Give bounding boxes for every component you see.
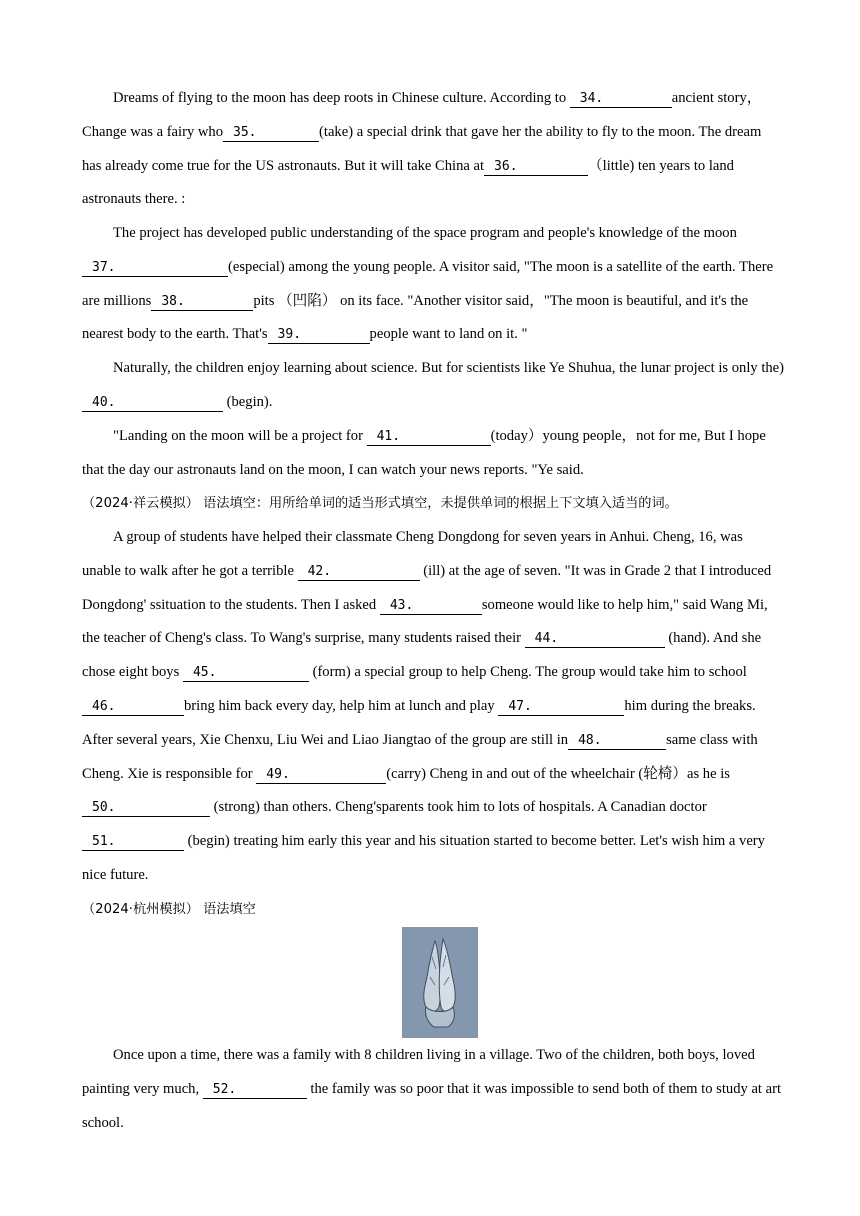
answer-blank-39[interactable]: 39. [268,327,370,344]
paragraph-moon-4 [82,420,784,488]
answer-blank-46[interactable]: 46. [82,699,184,716]
answer-blank-34[interactable]: 34. [570,91,672,108]
text: Once upon a time, there was a family with 8 children living in a village. Two of the children, both boys, loved painting very much, [82,1047,755,1097]
text: (hand). And she chose eight boys [82,630,762,681]
text: (ill) at the age of seven. "It was in Grade 2 that I introduced Dongdong' ssituation to the students. Then I asked [82,562,772,613]
answer-blank-52[interactable]: 52. [203,1082,307,1099]
answer-blank-43[interactable]: 43. [380,598,482,615]
text: same class with Cheng. Xie is responsible for [82,731,758,782]
text: (especial) among the young people. A visitor said, "The moon is a satellite of the earth. There are millions [82,258,774,309]
section-header-hangzhou: （2024·杭州模拟） 语法填空 [82,902,256,917]
answer-blank-50[interactable]: 50. [82,800,210,817]
paragraph-moon-2 [82,217,784,352]
text: (take) a special drink that gave her the ability to fly to the moon. The dream has already come true for the US astronauts. But it will take China at [82,123,762,174]
answer-blank-51[interactable]: 51. [82,834,184,851]
answer-blank-47[interactable]: 47. [498,699,624,716]
text: （little) ten years to land astronauts there. : [82,157,734,208]
text: A group of students have helped their classmate Cheng Dongdong for seven years in Anhui. Cheng, 16, was unable to walk after he got a terrible [82,529,743,579]
text: someone would like to help him," said Wang Mi, the teacher of Cheng's class. To Wang's surprise, many students raised their [82,596,768,647]
text: (today）young people，not for me, But I hope that the day our astronauts land on the moon, I can watch your news reports. "Ye said. [82,428,766,478]
paragraph-moon-1 [82,82,784,217]
answer-blank-35[interactable]: 35. [223,125,319,142]
paragraph-cheng-dongdong [82,521,784,893]
text: Dreams of flying to the moon has deep roots in Chinese culture. According to [113,90,570,106]
answer-blank-48[interactable]: 48. [568,733,666,750]
paragraph-family-story [82,1039,784,1140]
text: The project has developed public understanding of the space program and people's knowledge of the moon [113,225,737,241]
answer-blank-49[interactable]: 49. [256,767,386,784]
text: the family was so poor that it was impossible to send both of them to study at art school. [82,1080,782,1131]
answer-blank-37[interactable]: 37. [82,260,228,277]
paragraph-moon-3 [82,352,784,420]
answer-blank-45[interactable]: 45. [183,665,309,682]
text: (carry) Cheng in and out of the wheelchair (轮椅）as he is [386,765,730,782]
text: pits （凹陷） on its face. "Another visitor said，"The moon is beautiful, and it's the nearest body to the earth. That's [82,292,749,343]
text: ancient story，Change was a fairy who [82,90,762,140]
text: him during the breaks. After several years, Xie Chenxu, Liu Wei and Liao Jiangtao of the group are still in [82,697,756,748]
text: (begin) treating him early this year and his situation started to become better. Let's wish him a very nice future. [82,833,765,883]
answer-blank-41[interactable]: 41. [367,429,491,446]
text: (form) a special group to help Cheng. The group would take him to school [308,664,747,681]
text: bring him back every day, help him at lunch and play [184,697,499,714]
answer-blank-38[interactable]: 38. [151,294,253,311]
text: "Landing on the moon will be a project for [113,428,367,444]
text: (strong) than others. Cheng'sparents took him to lots of hospitals. A Canadian doctor [210,799,707,816]
text: (begin). [223,393,273,410]
section-header-xiangyun: （2024·祥云模拟） 语法填空：用所给单词的适当形式填空，未提供单词的根据上下文填入适当的词。 [82,496,678,511]
answer-blank-42[interactable]: 42. [298,564,420,581]
answer-blank-44[interactable]: 44. [525,631,665,648]
answer-blank-40[interactable]: 40. [82,395,223,412]
answer-blank-36[interactable]: 36. [484,159,588,176]
praying-hands-image [402,927,478,1038]
text: people want to land on it. " [369,326,528,343]
text: Naturally, the children enjoy learning about science. But for scientists like Ye Shuhua, the lunar project is only the) [113,360,785,376]
